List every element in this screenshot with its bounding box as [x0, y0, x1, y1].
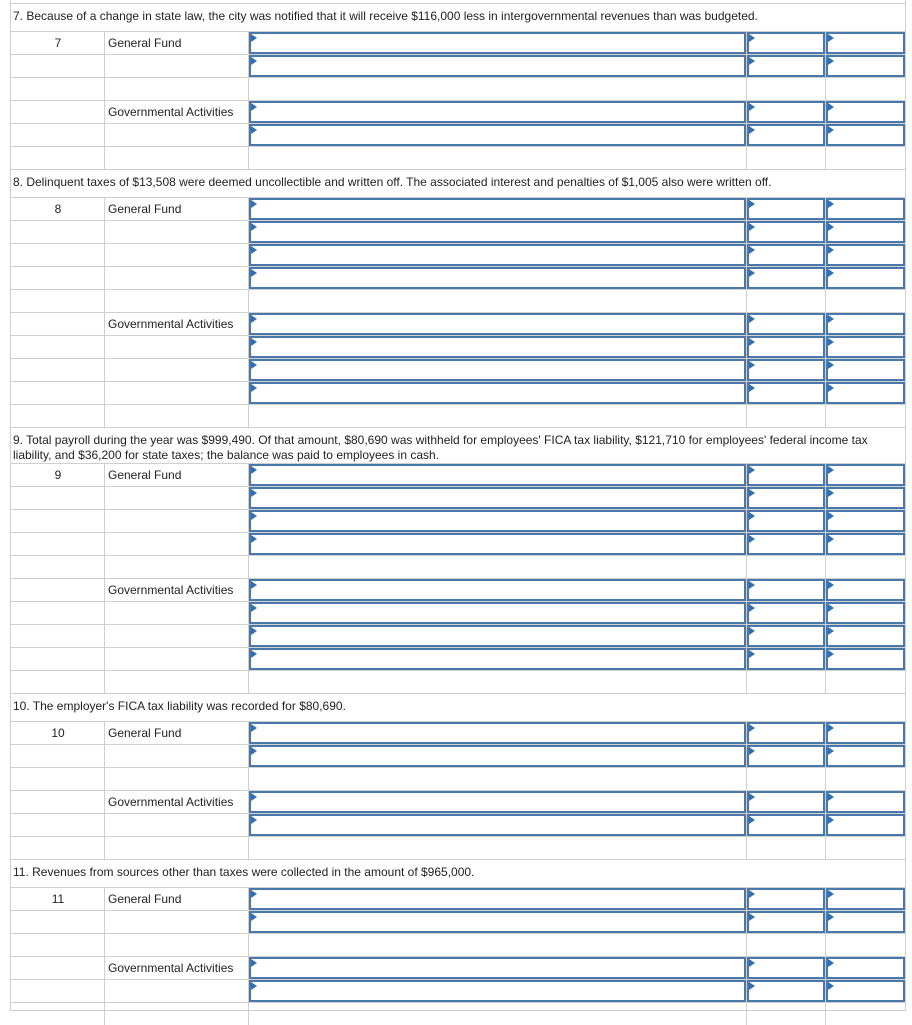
grid-line [104, 197, 105, 312]
grid-line [10, 427, 905, 428]
grid-line [104, 790, 105, 859]
debit-input[interactable] [747, 745, 825, 767]
dropdown-marker-icon [828, 535, 834, 543]
dropdown-marker-icon [251, 315, 257, 323]
dropdown-marker-icon [828, 489, 834, 497]
transaction-description: 9. Total payroll during the year was $999,490. Of that amount, $80,690 was withheld for employees' FICA tax liability, $121,710 for employees' federal income tax liability, and $36,200 for state taxes; the balance was paid to employees in cash. [13, 433, 868, 462]
dropdown-marker-icon [749, 535, 755, 543]
account-title-input[interactable] [249, 510, 746, 532]
debit-input[interactable] [747, 814, 825, 836]
dropdown-marker-icon [828, 361, 834, 369]
grid-line [746, 100, 747, 169]
dropdown-marker-icon [828, 315, 834, 323]
dropdown-marker-icon [251, 982, 257, 990]
credit-input[interactable] [826, 911, 905, 933]
account-title-input[interactable] [249, 124, 746, 146]
dropdown-marker-icon [251, 200, 257, 208]
fund-label-governmental-activities: Governmental Activities [108, 317, 234, 331]
grid-line [104, 956, 105, 1025]
dropdown-marker-icon [251, 512, 257, 520]
transaction-description: 8. Delinquent taxes of $13,508 were deemed uncollectible and written off. The associated interest and penalties of $1,005 also were written off. [13, 175, 772, 189]
dropdown-marker-icon [251, 57, 257, 65]
dropdown-marker-icon [251, 361, 257, 369]
account-title-input[interactable] [249, 888, 746, 910]
debit-input[interactable] [747, 55, 825, 77]
grid-line [248, 721, 249, 790]
credit-input[interactable] [826, 745, 905, 767]
dropdown-marker-icon [749, 627, 755, 635]
dropdown-marker-icon [749, 489, 755, 497]
credit-input[interactable] [826, 625, 905, 647]
grid-line [104, 312, 105, 427]
credit-input[interactable] [826, 533, 905, 555]
credit-input[interactable] [826, 32, 905, 54]
account-title-input[interactable] [249, 313, 746, 335]
debit-input[interactable] [747, 533, 825, 555]
debit-input[interactable] [747, 510, 825, 532]
credit-input[interactable] [826, 814, 905, 836]
fund-label-general-fund: General Fund [108, 726, 182, 740]
grid-line [746, 197, 747, 312]
grid-line [825, 312, 826, 427]
debit-input[interactable] [747, 244, 825, 266]
dropdown-marker-icon [749, 747, 755, 755]
debit-input[interactable] [747, 221, 825, 243]
dropdown-marker-icon [251, 890, 257, 898]
credit-input[interactable] [826, 648, 905, 670]
grid-line [746, 887, 747, 956]
credit-input[interactable] [826, 55, 905, 77]
credit-input[interactable] [826, 382, 905, 404]
debit-input[interactable] [747, 124, 825, 146]
dropdown-marker-icon [749, 126, 755, 134]
dropdown-marker-icon [749, 793, 755, 801]
dropdown-marker-icon [749, 890, 755, 898]
account-title-input[interactable] [249, 533, 746, 555]
credit-input[interactable] [826, 313, 905, 335]
account-title-input[interactable] [249, 267, 746, 289]
dropdown-marker-icon [828, 34, 834, 42]
dropdown-marker-icon [749, 512, 755, 520]
debit-input[interactable] [747, 487, 825, 509]
dropdown-marker-icon [749, 338, 755, 346]
dropdown-marker-icon [828, 982, 834, 990]
dropdown-marker-icon [828, 466, 834, 474]
dropdown-marker-icon [749, 269, 755, 277]
account-title-input[interactable] [249, 791, 746, 813]
dropdown-marker-icon [749, 103, 755, 111]
account-title-input[interactable] [249, 911, 746, 933]
transaction-number: 8 [54, 202, 62, 216]
grid-line [104, 463, 105, 578]
grid-line [825, 721, 826, 790]
dropdown-marker-icon [749, 581, 755, 589]
debit-input[interactable] [747, 336, 825, 358]
grid-line [10, 693, 905, 694]
credit-input[interactable] [826, 359, 905, 381]
credit-input[interactable] [826, 101, 905, 123]
dropdown-marker-icon [749, 384, 755, 392]
grid-line [905, 0, 906, 1011]
grid-line [248, 790, 249, 859]
grid-line [825, 578, 826, 693]
debit-input[interactable] [747, 722, 825, 744]
grid-line [248, 31, 249, 100]
dropdown-marker-icon [251, 34, 257, 42]
debit-input[interactable] [747, 198, 825, 220]
grid-line [825, 31, 826, 100]
grid-line [746, 721, 747, 790]
grid-line [825, 197, 826, 312]
grid-line [825, 100, 826, 169]
dropdown-marker-icon [828, 223, 834, 231]
grid-line [746, 31, 747, 100]
dropdown-marker-icon [251, 650, 257, 658]
transaction-description: 10. The employer's FICA tax liability was recorded for $80,690. [13, 699, 346, 713]
fund-label-general-fund: General Fund [108, 892, 182, 906]
dropdown-marker-icon [749, 604, 755, 612]
grid-line [104, 721, 105, 790]
grid-line [825, 790, 826, 859]
debit-input[interactable] [747, 101, 825, 123]
debit-input[interactable] [747, 888, 825, 910]
dropdown-marker-icon [828, 959, 834, 967]
grid-line [825, 463, 826, 578]
account-title-input[interactable] [249, 745, 746, 767]
account-title-input[interactable] [249, 814, 746, 836]
grid-line [746, 463, 747, 578]
credit-input[interactable] [826, 124, 905, 146]
fund-label-general-fund: General Fund [108, 468, 182, 482]
debit-input[interactable] [747, 382, 825, 404]
credit-input[interactable] [826, 221, 905, 243]
transaction-number: 11 [51, 892, 65, 906]
debit-input[interactable] [747, 602, 825, 624]
fund-label-general-fund: General Fund [108, 36, 182, 50]
debit-input[interactable] [747, 32, 825, 54]
credit-input[interactable] [826, 336, 905, 358]
grid-line [825, 887, 826, 956]
dropdown-marker-icon [749, 200, 755, 208]
debit-input[interactable] [747, 313, 825, 335]
dropdown-marker-icon [251, 913, 257, 921]
transaction-number: 9 [54, 468, 62, 482]
dropdown-marker-icon [828, 890, 834, 898]
grid-line [10, 3, 905, 4]
grid-line [248, 100, 249, 169]
grid-line [10, 836, 905, 837]
dropdown-marker-icon [251, 246, 257, 254]
fund-label-governmental-activities: Governmental Activities [108, 961, 234, 975]
grid-line [10, 289, 905, 290]
dropdown-marker-icon [251, 103, 257, 111]
dropdown-marker-icon [828, 338, 834, 346]
dropdown-marker-icon [251, 269, 257, 277]
credit-input[interactable] [826, 267, 905, 289]
grid-line [104, 31, 105, 100]
grid-line [10, 169, 905, 170]
grid-line [104, 100, 105, 169]
credit-input[interactable] [826, 510, 905, 532]
account-title-input[interactable] [249, 464, 746, 486]
dropdown-marker-icon [251, 384, 257, 392]
debit-input[interactable] [747, 980, 825, 1002]
grid-line [248, 887, 249, 956]
debit-input[interactable] [747, 957, 825, 979]
grid-line [10, 859, 905, 860]
dropdown-marker-icon [828, 650, 834, 658]
dropdown-marker-icon [828, 126, 834, 134]
credit-input[interactable] [826, 791, 905, 813]
debit-input[interactable] [747, 648, 825, 670]
account-title-input[interactable] [249, 198, 746, 220]
grid-line [10, 767, 905, 768]
dropdown-marker-icon [749, 361, 755, 369]
dropdown-marker-icon [749, 246, 755, 254]
account-title-input[interactable] [249, 32, 746, 54]
dropdown-marker-icon [828, 793, 834, 801]
dropdown-marker-icon [749, 913, 755, 921]
grid-line [10, 146, 905, 147]
grid-line [104, 578, 105, 693]
account-title-input[interactable] [249, 980, 746, 1002]
account-title-input[interactable] [249, 579, 746, 601]
dropdown-marker-icon [251, 959, 257, 967]
dropdown-marker-icon [251, 535, 257, 543]
grid-line [10, 670, 905, 671]
debit-input[interactable] [747, 625, 825, 647]
grid-line [746, 790, 747, 859]
account-title-input[interactable] [249, 221, 746, 243]
grid-line [248, 312, 249, 427]
credit-input[interactable] [826, 980, 905, 1002]
credit-input[interactable] [826, 244, 905, 266]
dropdown-marker-icon [749, 57, 755, 65]
debit-input[interactable] [747, 267, 825, 289]
dropdown-marker-icon [749, 816, 755, 824]
dropdown-marker-icon [828, 913, 834, 921]
debit-input[interactable] [747, 579, 825, 601]
grid-line [248, 956, 249, 1025]
credit-input[interactable] [826, 487, 905, 509]
dropdown-marker-icon [251, 604, 257, 612]
grid-line [248, 578, 249, 693]
account-title-input[interactable] [249, 602, 746, 624]
account-title-input[interactable] [249, 244, 746, 266]
dropdown-marker-icon [828, 269, 834, 277]
grid-line [10, 77, 905, 78]
dropdown-marker-icon [749, 315, 755, 323]
dropdown-marker-icon [749, 223, 755, 231]
credit-input[interactable] [826, 888, 905, 910]
dropdown-marker-icon [828, 581, 834, 589]
account-title-input[interactable] [249, 336, 746, 358]
dropdown-marker-icon [251, 816, 257, 824]
dropdown-marker-icon [828, 604, 834, 612]
dropdown-marker-icon [828, 384, 834, 392]
credit-input[interactable] [826, 722, 905, 744]
dropdown-marker-icon [749, 982, 755, 990]
account-title-input[interactable] [249, 55, 746, 77]
grid-line [248, 463, 249, 578]
dropdown-marker-icon [251, 581, 257, 589]
dropdown-marker-icon [251, 627, 257, 635]
grid-line [10, 404, 905, 405]
account-title-input[interactable] [249, 957, 746, 979]
dropdown-marker-icon [828, 103, 834, 111]
debit-input[interactable] [747, 464, 825, 486]
fund-label-governmental-activities: Governmental Activities [108, 583, 234, 597]
account-title-input[interactable] [249, 359, 746, 381]
credit-input[interactable] [826, 579, 905, 601]
account-title-input[interactable] [249, 625, 746, 647]
dropdown-marker-icon [828, 512, 834, 520]
account-title-input[interactable] [249, 382, 746, 404]
credit-input[interactable] [826, 957, 905, 979]
dropdown-marker-icon [828, 57, 834, 65]
debit-input[interactable] [747, 359, 825, 381]
grid-line [10, 933, 905, 934]
dropdown-marker-icon [828, 200, 834, 208]
dropdown-marker-icon [828, 627, 834, 635]
dropdown-marker-icon [749, 466, 755, 474]
credit-input[interactable] [826, 198, 905, 220]
credit-input[interactable] [826, 602, 905, 624]
debit-input[interactable] [747, 911, 825, 933]
grid-line [746, 312, 747, 427]
grid-line [104, 887, 105, 956]
credit-input[interactable] [826, 464, 905, 486]
dropdown-marker-icon [828, 246, 834, 254]
account-title-input[interactable] [249, 722, 746, 744]
fund-label-general-fund: General Fund [108, 202, 182, 216]
account-title-input[interactable] [249, 101, 746, 123]
transaction-description: 7. Because of a change in state law, the city was notified that it will receive $116,000 less in intergovernmental revenues than was budgeted. [13, 9, 758, 23]
dropdown-marker-icon [749, 34, 755, 42]
dropdown-marker-icon [251, 466, 257, 474]
dropdown-marker-icon [828, 816, 834, 824]
grid-line [10, 555, 905, 556]
grid-line [746, 956, 747, 1025]
transaction-description: 11. Revenues from sources other than taxes were collected in the amount of $965,000. [13, 865, 475, 879]
debit-input[interactable] [747, 791, 825, 813]
dropdown-marker-icon [749, 724, 755, 732]
dropdown-marker-icon [749, 959, 755, 967]
dropdown-marker-icon [828, 747, 834, 755]
dropdown-marker-icon [251, 126, 257, 134]
grid-line [746, 578, 747, 693]
transaction-number: 7 [54, 36, 62, 50]
account-title-input[interactable] [249, 648, 746, 670]
grid-line [825, 956, 826, 1025]
dropdown-marker-icon [251, 793, 257, 801]
dropdown-marker-icon [251, 489, 257, 497]
dropdown-marker-icon [251, 747, 257, 755]
dropdown-marker-icon [749, 650, 755, 658]
account-title-input[interactable] [249, 487, 746, 509]
dropdown-marker-icon [251, 223, 257, 231]
dropdown-marker-icon [828, 724, 834, 732]
transaction-number: 10 [51, 726, 65, 740]
fund-label-governmental-activities: Governmental Activities [108, 105, 234, 119]
dropdown-marker-icon [251, 724, 257, 732]
dropdown-marker-icon [251, 338, 257, 346]
grid-line [10, 1002, 905, 1003]
fund-label-governmental-activities: Governmental Activities [108, 795, 234, 809]
grid-line [248, 197, 249, 312]
